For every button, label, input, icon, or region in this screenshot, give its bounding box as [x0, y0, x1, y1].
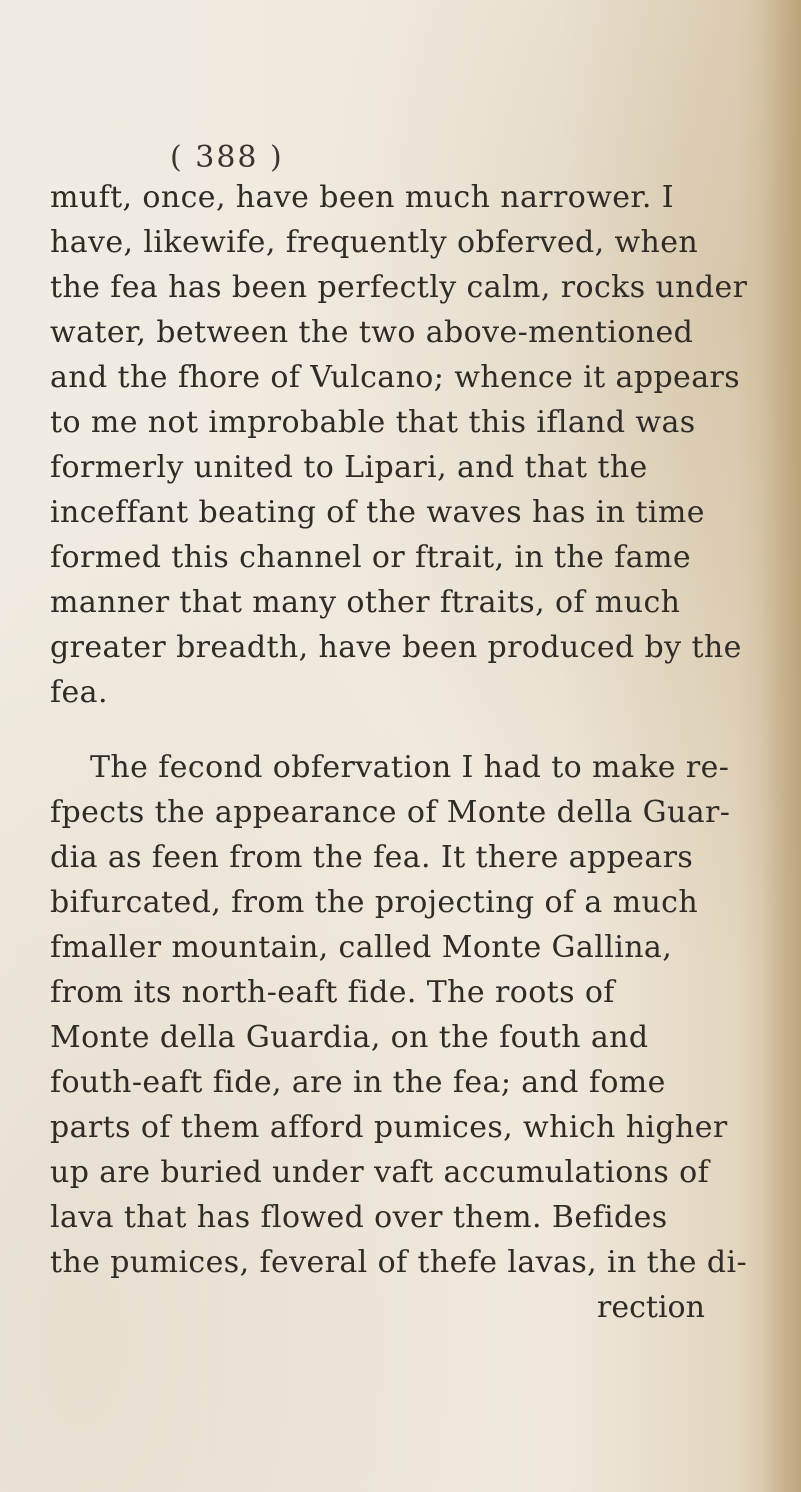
- catchword: rection: [597, 1290, 705, 1325]
- text-line: and the fhore of Vulcano; whence it appears: [50, 360, 741, 395]
- text-line: fpects the appearance of Monte della Guar-: [50, 795, 731, 830]
- text-line: bifurcated, from the projecting of a much: [50, 885, 699, 920]
- text-line: water, between the two above-mentioned: [50, 315, 694, 350]
- text-line: to me not improbable that this ifland was: [50, 405, 696, 440]
- text-line: the pumices, feveral of thefe lavas, in the di-: [50, 1245, 748, 1280]
- page-number: ( 388 ): [170, 140, 284, 175]
- text-line: the fea has been perfectly calm, rocks under: [50, 270, 748, 305]
- text-line: The fecond obfervation I had to make re-: [90, 750, 730, 785]
- text-line: dia as feen from the fea. It there appears: [50, 840, 694, 875]
- text-line: fouth-eaft fide, are in the fea; and fome: [50, 1065, 666, 1100]
- text-line: fmaller mountain, called Monte Gallina,: [50, 930, 673, 965]
- text-line: lava that has flowed over them. Befides: [50, 1200, 668, 1235]
- text-line: manner that many other ftraits, of much: [50, 585, 681, 620]
- text-line: fea.: [50, 675, 108, 710]
- page-edge-stain: [761, 0, 801, 1492]
- text-line: Monte della Guardia, on the fouth and: [50, 1020, 649, 1055]
- text-line: muft, once, have been much narrower. I: [50, 180, 675, 215]
- text-line: from its north-eaft fide. The roots of: [50, 975, 615, 1010]
- text-line: formerly united to Lipari, and that the: [50, 450, 648, 485]
- text-line: greater breadth, have been produced by the: [50, 630, 742, 665]
- text-line: formed this channel or ftrait, in the fame: [50, 540, 692, 575]
- text-line: up are buried under vaft accumulations of: [50, 1155, 710, 1190]
- text-line: inceffant beating of the waves has in time: [50, 495, 705, 530]
- text-line: parts of them afford pumices, which higher: [50, 1110, 728, 1145]
- text-line: have, likewife, frequently obferved, when: [50, 225, 699, 260]
